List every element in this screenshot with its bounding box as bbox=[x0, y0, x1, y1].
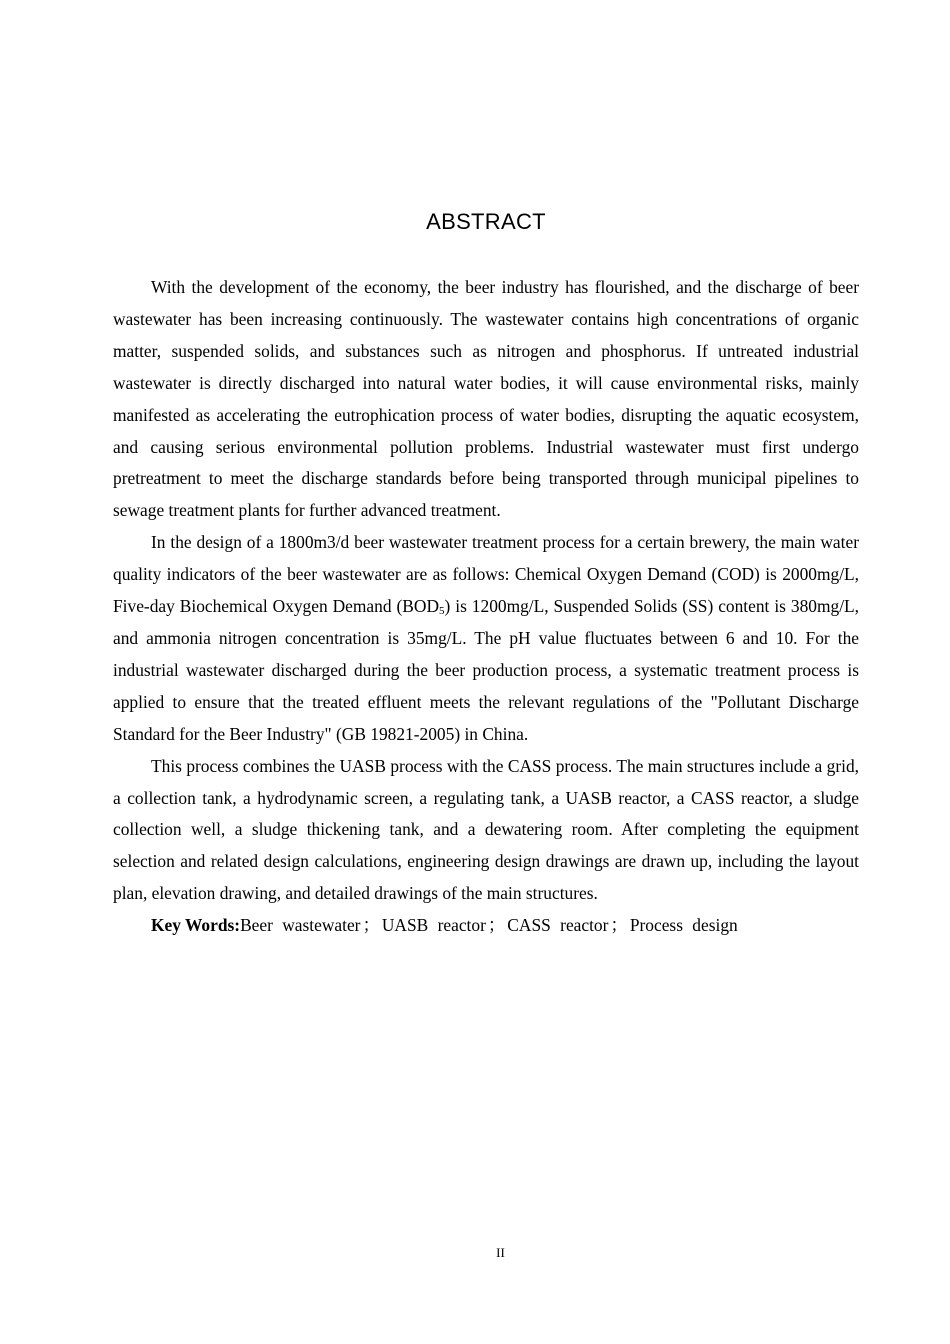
paragraph-2-text-before: In the design of a 1800m3/d beer wastewater treatment process for a certain brewery, the main water quality indicators of the beer wastewater are as follows: Chemical Oxygen Demand (COD) is 2000mg/L, Five-day Biochemical Oxygen Demand (BOD bbox=[113, 532, 859, 617]
keywords-line bbox=[113, 910, 859, 942]
bod-subscript: 5 bbox=[439, 605, 445, 618]
keywords-label: Key Words: bbox=[151, 915, 241, 936]
abstract-paragraph-2 bbox=[113, 527, 859, 750]
keyword-separator: ； bbox=[610, 915, 628, 936]
abstract-body bbox=[113, 272, 859, 942]
page-number: II bbox=[496, 1245, 505, 1260]
abstract-paragraph-3: This process combines the UASB process with the CASS process. The main structures include a grid, a collection tank, a hydrodynamic screen, a regulating tank, a UASB reactor, a CASS reactor, a sludge collection well, a sludge thickening tank, and a dewatering room. After completing the equipment selection and related design calculations, engineering design drawings are drawn up, including the layout plan, elevation drawing, and detailed drawings of the main structures. bbox=[113, 755, 859, 904]
keyword-separator: ； bbox=[362, 915, 380, 936]
keyword-separator: ； bbox=[487, 915, 506, 936]
keyword-item: Beer wastewater bbox=[240, 915, 361, 936]
keyword-item: UASB reactor bbox=[381, 915, 486, 936]
paragraph-2-text-after: ) is 1200mg/L, Suspended Solids (SS) content is 380mg/L, and ammonia nitrogen concentration is 35mg/L. The pH value fluctuates between 6 and 10. For the industrial wastewater discharged during the beer production process, a systematic treatment process is applied to ensure that the treated effluent meets the relevant regulations of the "Pollutant Discharge Standard for the Beer Industry" (GB 19821-2005) in China. bbox=[113, 596, 859, 744]
abstract-paragraph-1: With the development of the economy, the beer industry has flourished, and the discharge of beer wastewater has been increasing continuously. The wastewater contains high concentrations of organic matter, suspended solids, and substances such as nitrogen and phosphorus. If untreated industrial wastewater is directly discharged into natural water bodies, it will cause environmental risks, mainly manifested as accelerating the eutrophication process of water bodies, disrupting the aquatic ecosystem, and causing serious environmental pollution problems. Industrial wastewater must first undergo pretreatment to meet the discharge standards before being transported through municipal pipelines to sewage treatment plants for further advanced treatment. bbox=[113, 277, 859, 521]
keyword-item: Process design bbox=[629, 915, 738, 936]
abstract-title: ABSTRACT bbox=[426, 209, 546, 234]
keyword-item: CASS reactor bbox=[507, 915, 609, 936]
